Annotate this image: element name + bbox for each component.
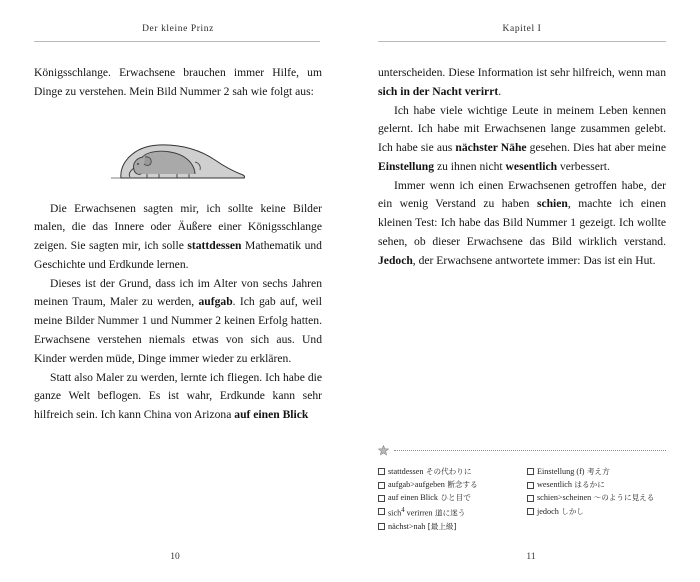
vocabulary-item[interactable] [527,479,666,491]
left-page-text [34,64,322,425]
vocabulary-entry-text [388,506,465,520]
vocabulary-term: wesentlich [537,480,573,490]
vocabulary-entry-text [537,506,584,518]
vocabulary-term: schien>scheinen [537,493,592,503]
text-run: zu ihnen nicht [434,159,506,173]
right-page-text [378,64,666,271]
text-run: . Ich gab auf, weil meine Bilder Nummer 1 und Nummer 2 keinen Erfolg hatten. Erwachsene verstehen niemals etwas von sich aus. Und Kinder werden müde, Dinge immer wieder zu erklären. [34,295,322,365]
text-run: verbessert. [557,159,610,173]
vocab-highlight: auf einen Blick [234,408,309,422]
vocab-highlight: sich in der Nacht verirrt [378,84,499,98]
checkbox-icon[interactable] [527,482,534,489]
vocabulary-term-rest: verirren [404,508,433,518]
vocabulary-term: auf einen Blick [388,493,439,503]
vocabulary-item[interactable] [378,466,517,478]
page-number-right: 11 [526,552,536,562]
vocabulary-entry-text [537,466,610,478]
checkbox-icon[interactable] [378,482,385,489]
text-run: Die Erwachsenen sagten mir, ich sollte keine Bilder malen, die das Innere oder Äußere einer Königsschlange zeigen. Sie sagten mir, ich solle [34,201,322,253]
text-run: Immer wenn ich einen Erwachsenen getroffen habe, der ein wenig Verstand zu haben [378,178,666,211]
checkbox-icon[interactable] [527,468,534,475]
vocabulary-box [378,443,666,534]
paragraph [378,102,666,177]
page-number-left: 10 [170,552,180,562]
checkbox-icon[interactable] [527,495,534,502]
dotted-divider [394,449,666,451]
checkbox-icon[interactable] [378,468,385,475]
vocabulary-gloss: その代わりに [423,466,472,476]
paragraph [378,64,666,102]
vocab-highlight: wesentlich [505,159,558,173]
text-run: Dieses ist der Grund, dass ich im Alter von sechs Jahren meinen Traum, Maler zu werden, [34,276,322,309]
text-run: gesehen. Dies hat aber meine [526,141,666,155]
vocabulary-gloss: [最上級] [425,521,457,531]
checkbox-icon[interactable] [527,508,534,515]
vocabulary-item[interactable] [527,506,666,518]
text-run: . [498,84,502,98]
paragraph [34,275,322,369]
vocabulary-columns [378,466,666,534]
vocabulary-entry-text [388,521,456,533]
vocab-highlight: Jedoch [378,253,413,267]
vocabulary-gloss: 考え方 [584,466,610,476]
vocabulary-case-marker: 4 [401,506,405,514]
paragraph [34,64,322,102]
vocabulary-term: nächst>nah [388,521,426,531]
vocabulary-entry-text [537,479,605,491]
vocab-highlight: nächster Nähe [455,141,527,155]
vocabulary-gloss: はるかに [572,480,605,490]
text-run: Mathematik und Geschichte und Erdkunde lernen. [34,239,322,271]
vocabulary-item[interactable] [378,492,517,504]
text-run: Statt also Maler zu werden, lernte ich fliegen. Ich habe die ganze Welt beflogen. Es ist wahr, Erdkunde kann sehr hilfreich sein. Ich kann China von Arizona [34,370,322,422]
text-run: Ich habe viele wichtige Leute in meinem Leben kennen gelernt. Ich habe mit Erwachsenen lange zusammen gelebt. Ich habe sie aus [378,103,666,155]
checkbox-icon[interactable] [378,508,385,515]
header-rule-right [378,41,666,42]
right-page [350,0,700,582]
vocabulary-entry-text [388,492,471,504]
vocabulary-item[interactable] [527,466,666,478]
header-rule-left [34,41,320,42]
paragraph [34,200,322,275]
vocabulary-gloss: しかし [558,506,585,516]
vocabulary-column-right [527,466,666,534]
text-run: unterscheiden. Diese Information ist sehr hilfreich, wenn man [378,66,666,79]
vocabulary-entry-text [537,492,654,504]
vocabulary-header [378,443,666,461]
checkbox-icon[interactable] [378,523,385,530]
vocabulary-gloss: ひと目で [438,493,471,503]
vocabulary-gloss: 断念する [444,480,478,490]
vocabulary-entry-text [388,466,471,478]
text-run: , der Erwachsene antwortete immer: Das ist ein Hut. [412,253,656,267]
paragraph [378,177,666,271]
vocabulary-entry-text [388,479,478,491]
vocabulary-term: jedoch [537,506,559,516]
text-run: Königsschlange. Erwachsene brauchen immer Hilfe, um Dinge zu verstehen. Mein Bild Nummer 2 sah wie folgt aus: [34,66,322,98]
vocabulary-gloss: 道に迷う [432,508,466,518]
vocabulary-item[interactable] [527,492,666,504]
star-icon [378,443,389,461]
book-spine [350,0,351,582]
running-head-right: Kapitel I [502,24,542,34]
vocabulary-term: aufgab>aufgeben [388,480,445,490]
vocabulary-term: Einstellung (f) [537,466,585,476]
vocabulary-column-left [378,466,517,534]
elephant-in-boa-drawing [34,116,322,190]
checkbox-icon[interactable] [378,495,385,502]
vocabulary-gloss: 〜のように見える [591,493,655,503]
vocabulary-item[interactable] [378,521,517,533]
paragraph [34,369,322,425]
running-head-left: Der kleine Prinz [142,24,214,34]
vocabulary-item[interactable] [378,479,517,491]
vocabulary-item[interactable] [378,506,517,520]
vocabulary-term: sich [388,508,402,518]
vocabulary-term: stattdessen [388,466,424,476]
vocab-highlight: Einstellung [378,159,435,173]
vocab-highlight: schien [536,197,568,211]
vocab-highlight: stattdessen [187,239,242,253]
vocab-highlight: aufgab [198,295,233,309]
text-run: , machte ich einen kleinen Test: Ich habe das Bild Nummer 1 gezeigt. Ich wollte sehen, ob dieser Erwachsene das Bild wirklich verstand. [378,197,666,249]
